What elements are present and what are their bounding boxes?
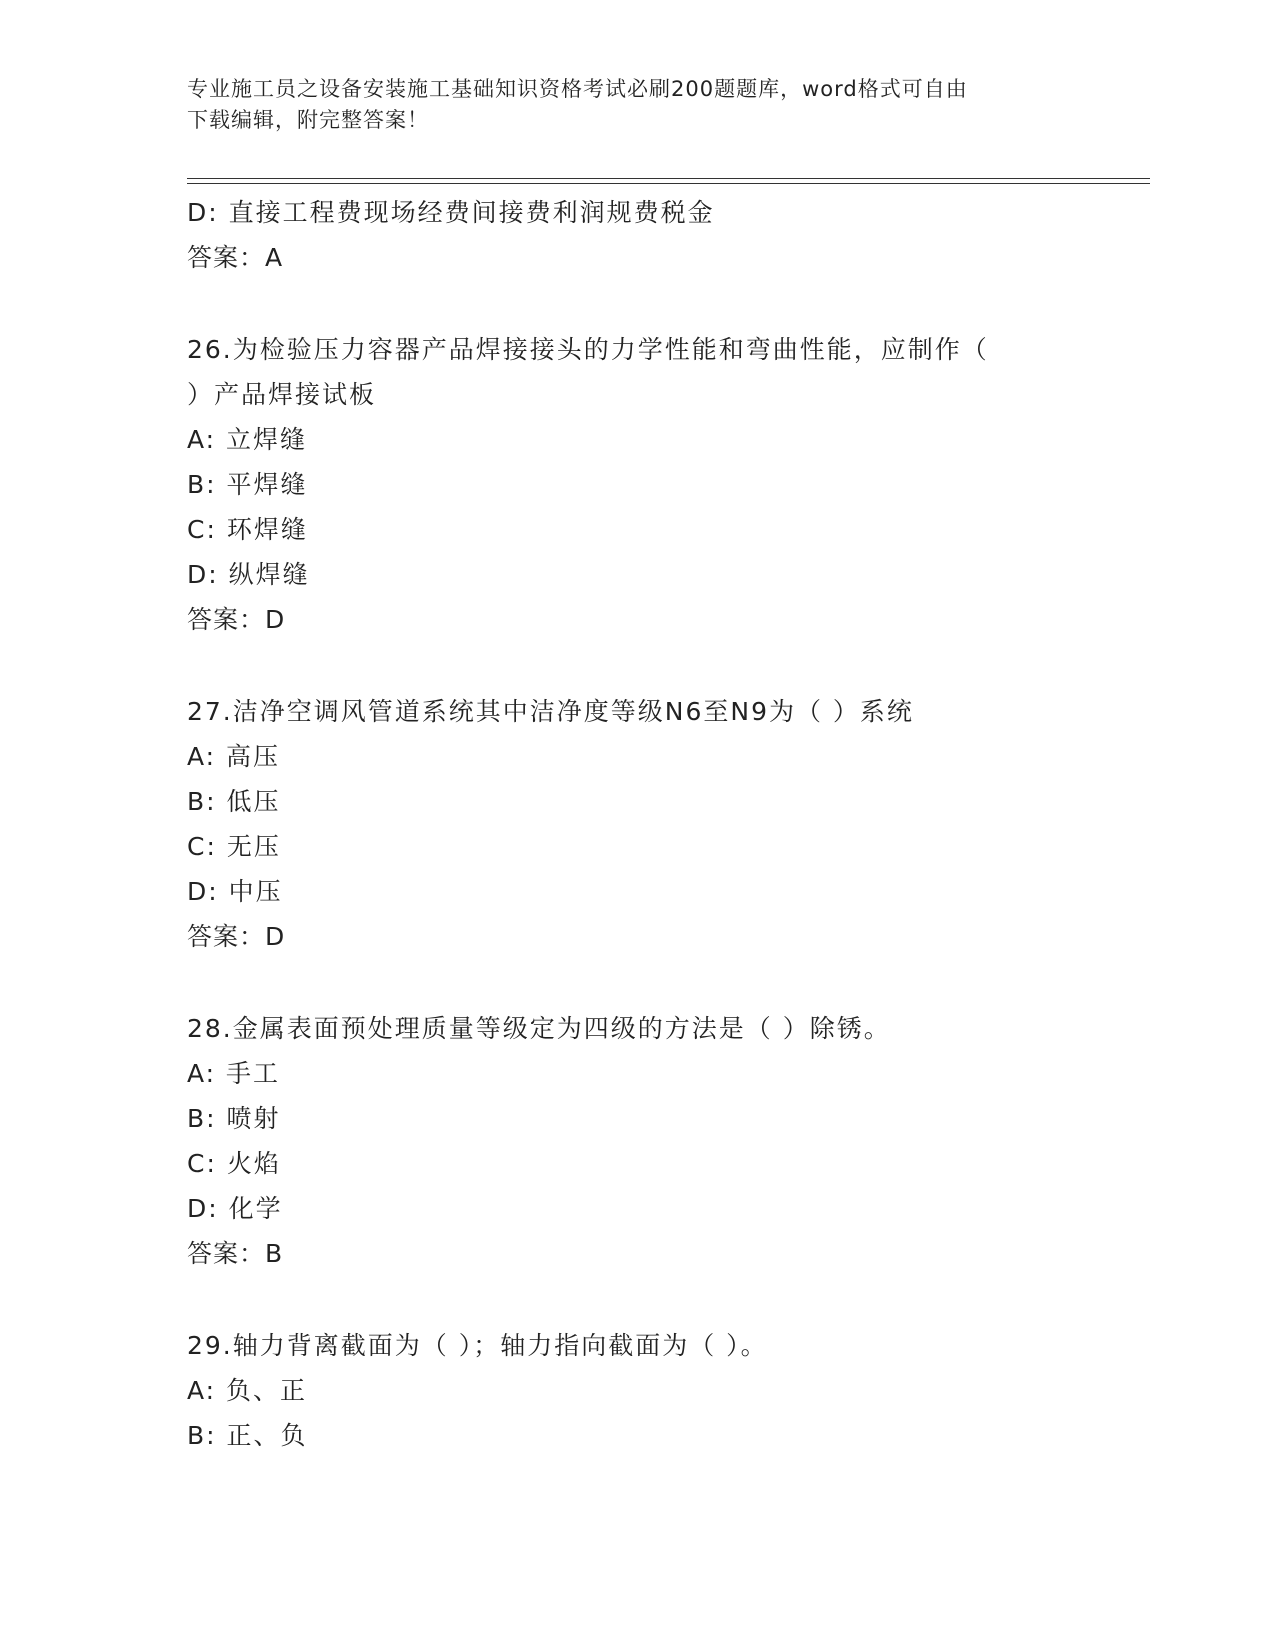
option-b: B: 平焊缝 <box>187 470 308 499</box>
header-line-1: 专业施工员之设备安装施工基础知识资格考试必刷200题题库，word格式可自由 <box>187 77 968 101</box>
option-c: C: 火焰 <box>187 1149 281 1178</box>
option-b: B: 低压 <box>187 787 281 816</box>
option-b: B: 喷射 <box>187 1104 281 1133</box>
option-d: D: 中压 <box>187 877 283 906</box>
option-a: A: 高压 <box>187 742 281 771</box>
answer: 答案：D <box>187 922 286 951</box>
question-text-line: 28.金属表面预处理质量等级定为四级的方法是（ ）除锈。 <box>187 1014 891 1043</box>
option-b: B: 正、负 <box>187 1421 308 1450</box>
option-d: D: 纵焊缝 <box>187 560 310 589</box>
carry-option-d: D: 直接工程费现场经费间接费利润规费税金 <box>187 198 715 227</box>
question-29 <box>187 1323 1067 1458</box>
option-a: A: 立焊缝 <box>187 425 308 454</box>
question-27 <box>187 689 1067 960</box>
option-a: A: 手工 <box>187 1059 281 1088</box>
question-text-line: 29.轴力背离截面为（ ）；轴力指向截面为（ ）。 <box>187 1331 768 1360</box>
header-divider-top <box>187 178 1150 179</box>
answer: 答案：D <box>187 605 286 634</box>
question-text-line: 26.为检验压力容器产品焊接接头的力学性能和弯曲性能，应制作（ <box>187 335 989 364</box>
question-list <box>187 190 1067 1458</box>
option-c: C: 无压 <box>187 832 281 861</box>
question-text-line: 27.洁净空调风管道系统其中洁净度等级N6至N9为（ ）系统 <box>187 697 914 726</box>
option-a: A: 负、正 <box>187 1376 308 1405</box>
header-divider-bottom <box>187 183 1150 184</box>
carry-answer: 答案：A <box>187 243 284 272</box>
option-c: C: 环焊缝 <box>187 515 308 544</box>
option-d: D: 化学 <box>187 1194 283 1223</box>
question-26 <box>187 327 1067 643</box>
question-28 <box>187 1006 1067 1277</box>
answer: 答案：B <box>187 1239 284 1268</box>
question-text-line: ）产品焊接试板 <box>187 380 377 409</box>
document-header <box>187 74 1067 136</box>
header-line-2: 下载编辑，附完整答案！ <box>187 108 429 132</box>
